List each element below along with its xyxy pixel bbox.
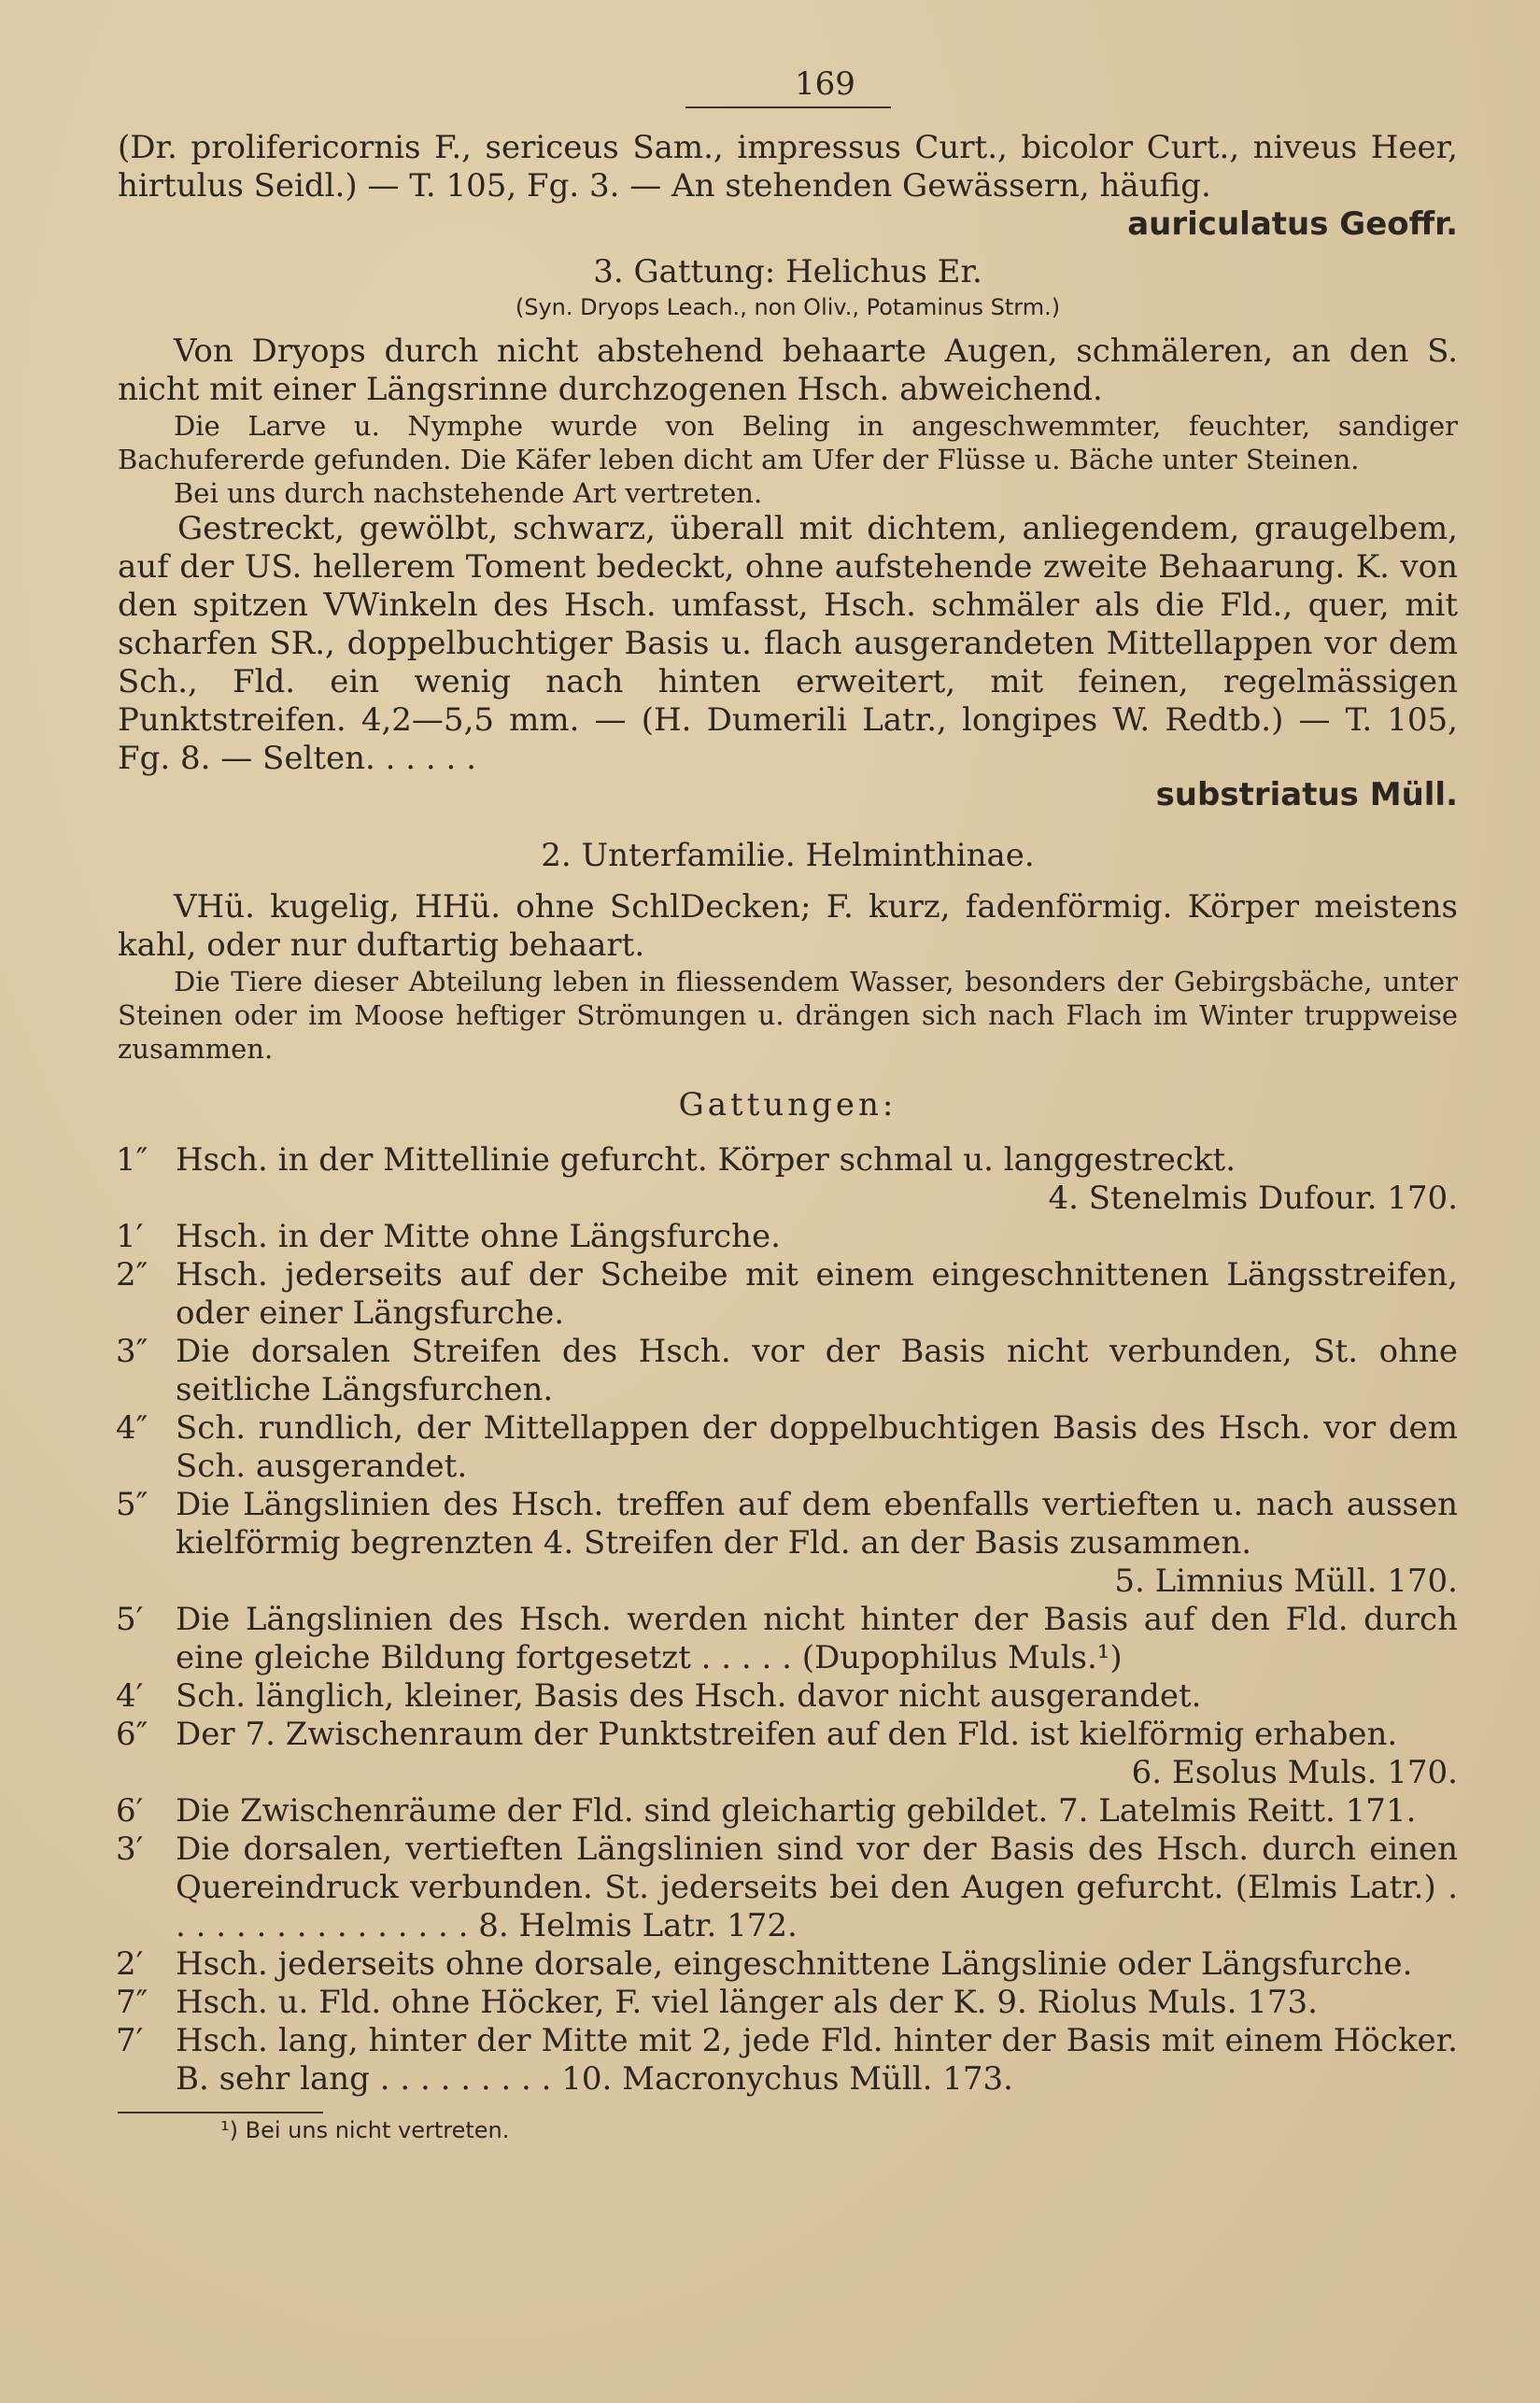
- helichus-note: Bei uns durch nachstehende Art vertreten.: [174, 477, 763, 509]
- species-substriatus: substriatus Müll.: [1155, 776, 1458, 813]
- page-number: 169: [795, 65, 855, 103]
- genus-heading: 3. Gattung: Helichus Er.: [593, 253, 982, 290]
- key-entry: [118, 1945, 1458, 1984]
- synonym-paragraph: (Dr. prolifericornis F., sericeus Sam., impressus Curt., bicolor Curt., niveus Heer, hirtulus Seidl.) — T. 105, Fg. 3. — An stehenden Gewässern, häufig.: [118, 129, 1458, 205]
- key-number: 3″: [116, 1333, 148, 1370]
- key-entry: [118, 1831, 1458, 1945]
- key-number: 7′: [116, 2022, 144, 2059]
- key-text: Die Längslinien des Hsch. treffen auf dem ebenfalls vertieften u. nach aussen kielförmig begrenzten 4. Streifen der Fld. an der Basis zusammen.: [176, 1486, 1458, 1562]
- key-result: 5. Limnius Müll. 170.: [1114, 1562, 1458, 1600]
- key-text: Die dorsalen, vertieften Längslinien sind vor der Basis des Hsch. durch einen Quereindruck verbunden. St. jederseits bei den Augen gefurcht. (Elmis Latr.) . . . . . . . . . . . . . . . . 8. Helmis Latr. 172.: [176, 1831, 1458, 1944]
- gattungen-heading: Gattungen:: [678, 1086, 897, 1124]
- key-number: 3′: [116, 1831, 144, 1868]
- subfamily-description: VHü. kugelig, HHü. ohne SchlDecken; F. kurz, fadenförmig. Körper meistens kahl, oder nur duftartig behaart.: [118, 888, 1458, 964]
- key-text: Die Zwischenräume der Fld. sind gleichartig gebildet. 7. Latelmis Reitt. 171.: [176, 1792, 1417, 1830]
- key-entry: [118, 1601, 1458, 1677]
- genus-synonyms: (Syn. Dryops Leach., non Oliv., Potaminus Strm.): [515, 294, 1061, 320]
- key-text: Hsch. jederseits ohne dorsale, eingeschnittene Längslinie oder Längsfurche.: [176, 1945, 1413, 1983]
- key-entry: [118, 1218, 1458, 1256]
- key-entry: [118, 1792, 1458, 1831]
- key-entry: [118, 1333, 1458, 1409]
- key-text: Sch. rundlich, der Mittellappen der doppelbuchtigen Basis des Hsch. vor dem Sch. ausgerandet.: [176, 1409, 1458, 1485]
- key-entry: [118, 1677, 1458, 1716]
- key-text: Hsch. in der Mittellinie gefurcht. Körper schmal u. langgestreckt.: [176, 1141, 1236, 1179]
- key-number: 2″: [116, 1256, 148, 1293]
- key-number: 1″: [116, 1141, 148, 1179]
- key-entry: [118, 2022, 1458, 2099]
- footnote: ¹) Bei uns nicht vertreten.: [220, 2117, 510, 2143]
- key-text: Hsch. in der Mitte ohne Längsfurche.: [176, 1218, 781, 1255]
- key-number: 5′: [116, 1601, 144, 1638]
- helichus-biology: Die Larve u. Nymphe wurde von Beling in angeschwemmter, feuchter, sandiger Bachufererde gefunden. Die Käfer leben dicht am Ufer der Flüsse u. Bäche unter Steinen.: [118, 410, 1458, 475]
- subfamily-biology: Die Tiere dieser Abteilung leben in fliessendem Wasser, besonders der Gebirgsbäche, unter Steinen oder im Moose heftiger Strömungen u. drängen sich nach Flach im Winter truppweise zusammen.: [118, 966, 1458, 1065]
- key-text: Die dorsalen Streifen des Hsch. vor der Basis nicht verbunden, St. ohne seitliche Längsfurchen.: [176, 1333, 1458, 1408]
- helichus-species-description: Gestreckt, gewölbt, schwarz, überall mit dichtem, anliegendem, graugelbem, auf der US. hellerem Toment bedeckt, ohne aufstehende zweite Behaarung. K. von den spitzen VWinkeln des Hsch. umfasst, Hsch. schmäler als die Fld., quer, mit scharfen SR., doppelbuchtiger Basis u. flach ausgerandeten Mittellappen vor dem Sch., Fld. ein wenig nach hinten erweitert, mit feinen, regelmässigen Punktstreifen. 4,2—5,5 mm. — (H. Dumerili Latr., longipes W. Redtb.) — T. 105, Fg. 8. — Selten. . . . . .: [118, 510, 1458, 777]
- key-number: 5″: [116, 1486, 148, 1523]
- subfamily-heading: 2. Unterfamilie. Helminthinae.: [541, 837, 1035, 874]
- identification-key: [118, 1141, 1458, 2099]
- key-text: Hsch. jederseits auf der Scheibe mit einem eingeschnittenen Längsstreifen, oder einer Längsfurche.: [176, 1256, 1458, 1332]
- key-number: 7″: [116, 1984, 148, 2021]
- key-result: 6. Esolus Muls. 170.: [1131, 1754, 1458, 1791]
- key-entry: [118, 1984, 1458, 2022]
- key-number: 1′: [116, 1218, 144, 1255]
- document-page: [118, 65, 1458, 2147]
- key-entry: [118, 1409, 1458, 1486]
- key-number: 6″: [116, 1716, 148, 1753]
- key-entry: [118, 1486, 1458, 1562]
- key-number: 4″: [116, 1409, 148, 1447]
- key-entry: [118, 1141, 1458, 1180]
- species-auriculatus: auriculatus Geoffr.: [1127, 205, 1458, 243]
- key-entry: [118, 1716, 1458, 1754]
- key-result: 4. Stenelmis Dufour. 170.: [1048, 1180, 1458, 1217]
- key-text: Die Längslinien des Hsch. werden nicht hinter der Basis auf den Fld. durch eine gleiche Bildung fortgesetzt . . . . . (Dupophilus Muls.¹): [176, 1601, 1458, 1676]
- key-text: Der 7. Zwischenraum der Punktstreifen auf den Fld. ist kielförmig erhaben.: [176, 1716, 1398, 1753]
- key-entry: [118, 1256, 1458, 1333]
- key-number: 6′: [116, 1792, 144, 1830]
- key-number: 2′: [116, 1945, 144, 1983]
- helichus-description: Von Dryops durch nicht abstehend behaarte Augen, schmäleren, an den S. nicht mit einer Längsrinne durchzogenen Hsch. abweichend.: [118, 332, 1458, 408]
- key-number: 4′: [116, 1677, 144, 1715]
- key-text: Hsch. u. Fld. ohne Höcker, F. viel länger als der K. 9. Riolus Muls. 173.: [176, 1984, 1318, 2021]
- key-text: Sch. länglich, kleiner, Basis des Hsch. davor nicht ausgerandet.: [176, 1677, 1202, 1715]
- key-text: Hsch. lang, hinter der Mitte mit 2, jede Fld. hinter der Basis mit einem Höcker. B. sehr lang . . . . . . . . . 10. Macronychus Müll. 173.: [176, 2022, 1458, 2098]
